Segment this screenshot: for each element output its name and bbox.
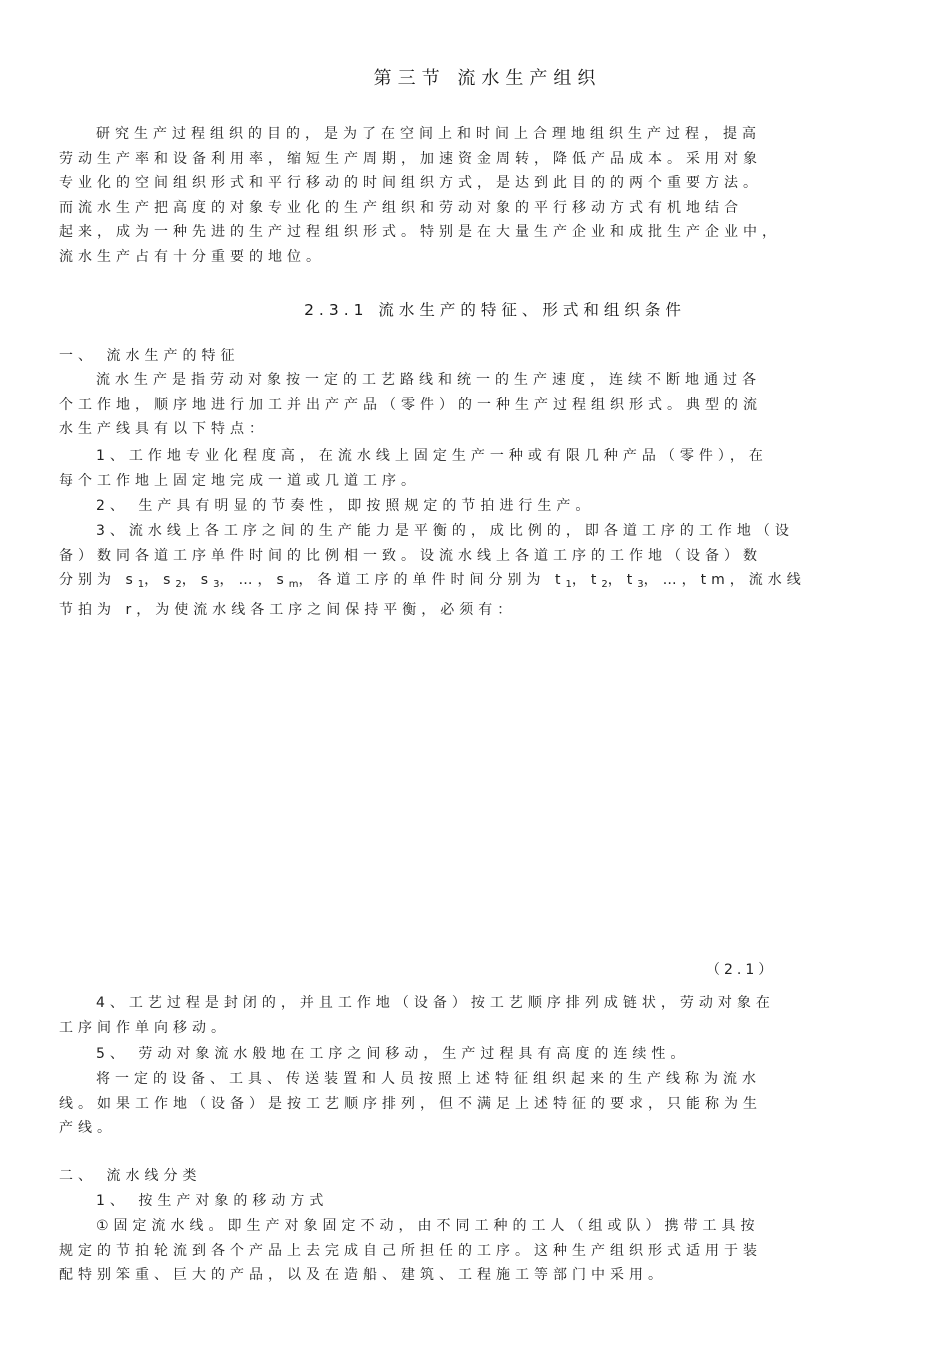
item-2	[59, 494, 889, 519]
intro-paragraph	[59, 122, 889, 269]
item-5-line: 5、 劳动对象流水般地在工序之间移动，生产过程具有高度的连续性。	[96, 1046, 690, 1062]
item-1-line: 每个工作地上固定地完成一道或几道工序。	[59, 472, 420, 489]
conclusion-line: 产线。	[59, 1120, 116, 1136]
page-title: 第三节 流水生产组织	[373, 68, 602, 89]
part2-subheading-block	[59, 1189, 889, 1214]
part1-line: 水生产线具有以下特点：	[59, 421, 268, 437]
item-4-line: 4、工艺过程是封闭的，并且工作地（设备）按工艺顺序排列成链状，劳动对象在	[96, 995, 775, 1011]
item-3-line-variables: 分别为 $s_1$，$s_2$，$s_3$，…，$s_m$，各道工序的单件时间分别为 $t_1$，$t_2$，$t_3$，…，tm，流水线	[59, 572, 806, 590]
part1-line: 个工作地，顺序地进行加工并出产产品（零件）的一种生产过程组织形式。典型的流	[59, 396, 762, 413]
item-2-line: 2、 生产具有明显的节奏性，即按照规定的节拍进行生产。	[96, 498, 595, 514]
formula-blank-area	[59, 630, 889, 940]
item-4-line: 工序间作单向移动。	[59, 1019, 230, 1036]
item-3-line: 节拍为 r，为使流水线各工序之间保持平衡，必须有：	[59, 601, 517, 618]
intro-line: 起来，成为一种先进的生产过程组织形式。特别是在大量生产企业和成批生产企业中，	[59, 224, 781, 240]
item-3-line: 3、流水线上各工序之间的生产能力是平衡的，成比例的，即各道工序的工作地（设	[96, 523, 794, 539]
part2-paragraph	[59, 1214, 889, 1288]
conclusion-line: 将一定的设备、工具、传送装置和人员按照上述特征组织起来的生产线称为流水	[96, 1071, 761, 1087]
item-3-line: 备）数同各道工序单件时间的比例相一致。设流水线上各道工序的工作地（设备）数	[59, 547, 762, 564]
intro-line: 劳动生产率和设备利用率，缩短生产周期，加速资金周转，降低产品成本。采用对象	[59, 150, 762, 167]
intro-line: 专业化的空间组织形式和平行移动的时间组织方式，是达到此目的的两个重要方法。	[59, 175, 762, 191]
part2-line: 规定的节拍轮流到各个产品上去完成自己所担任的工序。这种生产组织形式适用于装	[59, 1242, 762, 1259]
item-1	[59, 444, 889, 493]
part1-line: 流水生产是指劳动对象按一定的工艺路线和统一的生产速度，连续不断地通过各	[96, 372, 761, 388]
intro-line: 流水生产占有十分重要的地位。	[59, 248, 325, 265]
part2-subheading: 1、 按生产对象的移动方式	[96, 1193, 329, 1209]
item-1-line: 1、工作地专业化程度高，在流水线上固定生产一种或有限几种产品（零件），在	[96, 448, 768, 464]
intro-line: 而流水生产把高度的对象专业化的生产组织和劳动对象的平行移动方式有机地结合	[59, 199, 743, 216]
conclusion-line: 线。如果工作地（设备）是按工艺顺序排列，但不满足上述特征的要求，只能称为生	[59, 1095, 762, 1112]
conclusion-paragraph	[59, 1067, 889, 1141]
section-heading: 2.3.1 流水生产的特征、形式和组织条件	[304, 301, 686, 319]
part2-line: 配特别笨重、巨大的产品，以及在造船、建筑、工程施工等部门中采用。	[59, 1267, 667, 1283]
part2-heading: 二、 流水线分类	[59, 1168, 202, 1184]
part1-paragraph	[59, 368, 889, 442]
equation-number: （2.1）	[706, 962, 777, 978]
item-4	[59, 991, 889, 1040]
part2-line: ①固定流水线。即生产对象固定不动，由不同工种的工人（组或队）携带工具按	[96, 1218, 760, 1234]
item-3	[59, 519, 889, 622]
part1-heading: 一、 流水生产的特征	[59, 348, 240, 364]
item-5	[59, 1042, 889, 1067]
intro-line: 研究生产过程组织的目的，是为了在空间上和时间上合理地组织生产过程，提高	[96, 126, 761, 142]
